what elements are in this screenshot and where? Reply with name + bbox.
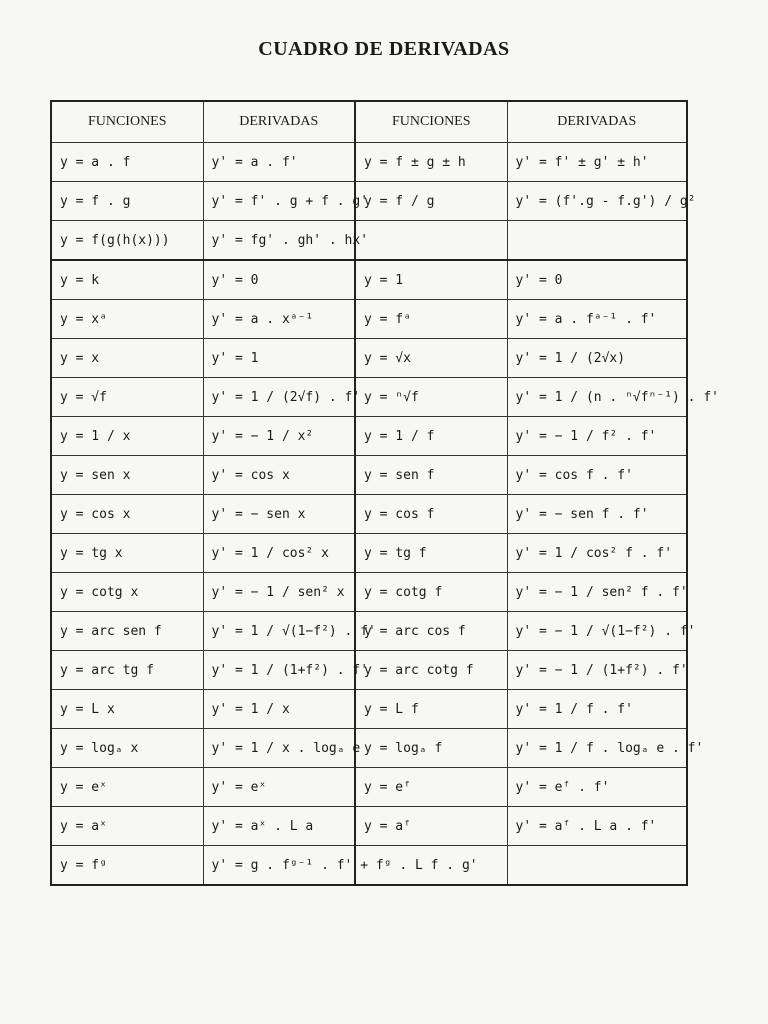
- funcion-cell: y = tg f: [355, 534, 507, 573]
- derivatives-table: [50, 100, 719, 886]
- funcion-cell: y = f(g(h(x))): [51, 221, 203, 261]
- derivada-cell: y' = 1 / (2√x): [507, 339, 687, 378]
- derivada-cell: y' = g . fᵍ⁻¹ . f' + fᵍ . L f . g': [203, 846, 355, 886]
- derivada-cell: y' = 0: [507, 260, 687, 300]
- table-row: [51, 260, 687, 300]
- funcion-cell: y = arc cos f: [355, 612, 507, 651]
- derivada-cell: y' = cos f . f': [507, 456, 687, 495]
- derivada-cell: y' = 0: [203, 260, 355, 300]
- table-row: [51, 456, 687, 495]
- funcion-cell: y = √f: [51, 378, 203, 417]
- derivada-cell: y' = 1 / (1+f²) . f': [203, 651, 355, 690]
- table-row: [51, 846, 687, 886]
- derivada-cell: y' = 1 / x . logₐ e: [203, 729, 355, 768]
- derivada-cell: y' = 1 / cos² x: [203, 534, 355, 573]
- table-row: [51, 221, 687, 261]
- funcion-cell: y = 1 / x: [51, 417, 203, 456]
- derivada-cell: y' = 1 / f . logₐ e . f': [507, 729, 687, 768]
- funcion-cell: y = sen x: [51, 456, 203, 495]
- derivada-cell: y' = − 1 / sen² x: [203, 573, 355, 612]
- derivada-cell: y' = − 1 / x²: [203, 417, 355, 456]
- derivada-cell: y' = aˣ . L a: [203, 807, 355, 846]
- table-row: [51, 300, 687, 339]
- table-row: [51, 143, 687, 182]
- table-row: [51, 573, 687, 612]
- funcion-cell: y = √x: [355, 339, 507, 378]
- derivada-cell: y' = − sen x: [203, 495, 355, 534]
- funcion-cell: y = logₐ x: [51, 729, 203, 768]
- header-funciones: FUNCIONES: [51, 101, 203, 143]
- funcion-cell: y = cos x: [51, 495, 203, 534]
- funcion-cell: y = fᵍ: [51, 846, 203, 886]
- funcion-cell: y = logₐ f: [355, 729, 507, 768]
- funcion-cell: y = L x: [51, 690, 203, 729]
- header-derivadas: DERIVADAS: [507, 101, 687, 143]
- derivada-cell: y' = 1 / √(1−f²) . f': [203, 612, 355, 651]
- derivada-cell: y' = aᶠ . L a . f': [507, 807, 687, 846]
- funcion-cell: y = arc cotg f: [355, 651, 507, 690]
- table-row: [51, 417, 687, 456]
- derivada-cell: y' = cos x: [203, 456, 355, 495]
- funcion-cell: y = eˣ: [51, 768, 203, 807]
- funcion-cell: [355, 221, 507, 261]
- funcion-cell: y = aᶠ: [355, 807, 507, 846]
- table-row: [51, 768, 687, 807]
- derivada-cell: y' = f' . g + f . g': [203, 182, 355, 221]
- funcion-cell: y = cos f: [355, 495, 507, 534]
- funcion-cell: y = 1: [355, 260, 507, 300]
- derivada-cell: y' = fg' . gh' . hx': [203, 221, 355, 261]
- page-title: CUADRO DE DERIVADAS: [258, 38, 510, 60]
- funcion-cell: y = k: [51, 260, 203, 300]
- derivada-cell: y' = 1 / (2√f) . f': [203, 378, 355, 417]
- derivada-cell: y' = 1 / cos² f . f': [507, 534, 687, 573]
- derivada-cell: y' = a . f': [203, 143, 355, 182]
- funcion-cell: y = 1 / f: [355, 417, 507, 456]
- table-row: [51, 807, 687, 846]
- derivada-cell: y' = a . fᵃ⁻¹ . f': [507, 300, 687, 339]
- derivada-cell: y' = − 1 / sen² f . f': [507, 573, 687, 612]
- derivada-cell: y' = 1 / x: [203, 690, 355, 729]
- derivada-cell: y' = 1 / (n . ⁿ√fⁿ⁻¹) . f': [507, 378, 687, 417]
- table-row: [51, 495, 687, 534]
- header-funciones: FUNCIONES: [355, 101, 507, 143]
- funcion-cell: y = fᵃ: [355, 300, 507, 339]
- funcion-cell: y = cotg x: [51, 573, 203, 612]
- funcion-cell: y = f / g: [355, 182, 507, 221]
- funcion-cell: y = sen f: [355, 456, 507, 495]
- derivada-cell: y' = eˣ: [203, 768, 355, 807]
- funcion-cell: y = L f: [355, 690, 507, 729]
- derivada-cell: y' = − 1 / f² . f': [507, 417, 687, 456]
- derivada-cell: y' = 1 / f . f': [507, 690, 687, 729]
- funcion-cell: y = eᶠ: [355, 768, 507, 807]
- funcion-cell: y = cotg f: [355, 573, 507, 612]
- funcion-cell: y = f . g: [51, 182, 203, 221]
- funcion-cell: y = x: [51, 339, 203, 378]
- funcion-cell: y = aˣ: [51, 807, 203, 846]
- table-row: [51, 339, 687, 378]
- table-row: [51, 651, 687, 690]
- derivada-cell: y' = − 1 / (1+f²) . f': [507, 651, 687, 690]
- table-row: [51, 690, 687, 729]
- derivada-cell: y' = f' ± g' ± h': [507, 143, 687, 182]
- derivada-cell: y' = a . xᵃ⁻¹: [203, 300, 355, 339]
- derivada-cell: y' = − 1 / √(1−f²) . f': [507, 612, 687, 651]
- derivada-cell: y' = (f'.g - f.g') / g²: [507, 182, 687, 221]
- derivada-cell: [507, 846, 687, 886]
- table-row: [51, 534, 687, 573]
- header-derivadas: DERIVADAS: [203, 101, 355, 143]
- table-row: [51, 612, 687, 651]
- table-row: [51, 378, 687, 417]
- funcion-cell: y = f ± g ± h: [355, 143, 507, 182]
- derivada-cell: y' = − sen f . f': [507, 495, 687, 534]
- derivada-cell: [507, 221, 687, 261]
- derivada-cell: y' = 1: [203, 339, 355, 378]
- header-row: [51, 101, 687, 143]
- funcion-cell: y = arc tg f: [51, 651, 203, 690]
- derivada-cell: y' = eᶠ . f': [507, 768, 687, 807]
- funcion-cell: y = xᵃ: [51, 300, 203, 339]
- funcion-cell: y = arc sen f: [51, 612, 203, 651]
- funcion-cell: y = a . f: [51, 143, 203, 182]
- funcion-cell: y = ⁿ√f: [355, 378, 507, 417]
- table-row: [51, 182, 687, 221]
- funcion-cell: y = tg x: [51, 534, 203, 573]
- table-row: [51, 729, 687, 768]
